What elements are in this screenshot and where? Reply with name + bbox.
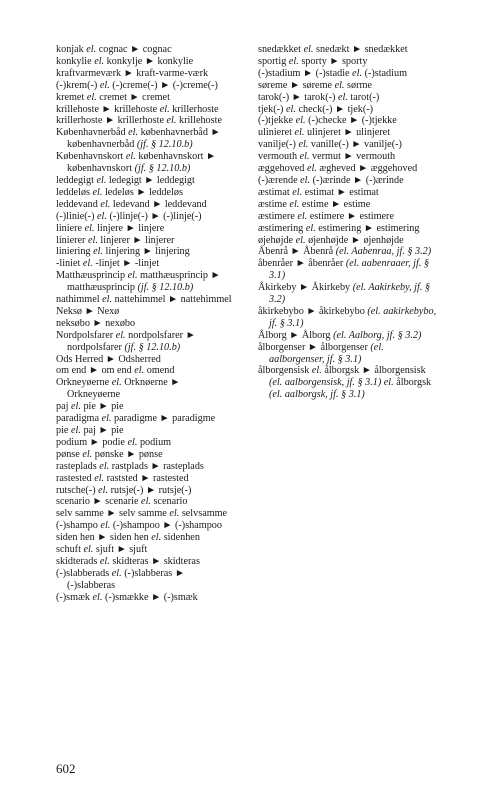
entry-text: om end ► om end [56, 365, 135, 377]
dictionary-entry [258, 80, 438, 92]
dictionary-entry [258, 258, 438, 282]
entry-italic-text: el. [94, 472, 105, 484]
dictionary-entry [258, 211, 438, 223]
entry-text: æstimering [258, 222, 306, 234]
dictionary-entry [56, 592, 234, 604]
entry-italic-text: el. [97, 210, 107, 222]
entry-text: åkirkebybo ► åkirkebybo [258, 305, 368, 317]
entry-text: pie [56, 425, 71, 436]
entry-text: kremet [56, 91, 87, 103]
dictionary-entry [56, 485, 234, 497]
dictionary-entry [258, 175, 438, 187]
entry-italic-text: el. [98, 484, 109, 496]
dictionary-entry [56, 556, 234, 568]
entry-italic-text: el. [127, 270, 138, 282]
entry-text: scenario [150, 496, 188, 508]
entry-italic-text: (jf. § 12.10.b) [136, 139, 193, 151]
dictionary-entry [56, 68, 234, 80]
entry-text: (-)stadium ► (-)stadie [258, 67, 353, 79]
entry-text: Åbenrå ► Åbenrå [258, 246, 336, 258]
dictionary-entry [56, 520, 234, 532]
dictionary-entry [56, 532, 234, 544]
entry-text: øjenhøjde ► øjenhøjde [305, 234, 404, 246]
entry-text: krillerhoste ► krillerhoste [56, 115, 167, 127]
entry-text: skidteras ► skidteras [109, 555, 200, 567]
entry-text: nathimmel [56, 294, 103, 306]
entry-text: linjering ► linjering [102, 246, 190, 258]
entry-text: neksøbo ► nexøbo [56, 317, 136, 329]
entry-italic-text: el. [298, 139, 309, 151]
entry-italic-text: (el. Aalborg, jf. § 3.2) [333, 329, 422, 341]
entry-italic-text: el. [295, 115, 306, 127]
entry-italic-text: el. [134, 365, 145, 377]
entry-text: tarot(-) [347, 91, 380, 103]
entry-text: konkylie [56, 55, 95, 67]
entry-text: ulinieret [258, 127, 295, 139]
entry-text: æstime [258, 198, 290, 210]
entry-text: pie ► pie [80, 401, 124, 413]
entry-text: (-)stadium [362, 67, 407, 79]
entry-text: æstimat [258, 186, 293, 198]
entry-text: pønske ► pønse [92, 448, 163, 460]
entry-text: paradigma [56, 413, 102, 425]
entry-italic-text: el. [82, 448, 93, 460]
dictionary-entry [258, 330, 438, 342]
entry-text: (-)slabberads [56, 567, 112, 579]
dictionary-entry [56, 235, 234, 247]
entry-italic-text: el. [92, 186, 103, 198]
entry-italic-text: el. [292, 186, 303, 198]
entry-italic-text: el. [86, 44, 97, 55]
entry-text: ålborgenser ► ålborgenser [258, 341, 371, 353]
entry-text: ålborgensisk [258, 365, 312, 377]
dictionary-entry [56, 92, 234, 104]
dictionary-entry [56, 306, 234, 318]
entry-text: (-)smæk [56, 591, 93, 603]
entry-text: (-)shampoo ► (-)shampoo [110, 520, 222, 532]
entry-text: estimere ► estimere [307, 210, 394, 222]
entry-italic-text: (el. aalborgenser, jf. § 3.1) [269, 341, 387, 365]
entry-text: Åkirkeby ► Åkirkeby [258, 282, 353, 294]
entry-italic-text: el. [127, 436, 138, 448]
entry-text: leddevand [56, 198, 101, 210]
entry-italic-text: el. [306, 163, 317, 175]
entry-italic-text: (jf. § 12.10.b) [137, 282, 194, 294]
entry-italic-text: el. [151, 532, 162, 544]
entry-text: Neksø ► Nexø [56, 305, 120, 317]
entry-text: nordpolsfarer ► nordpolsfarer [67, 329, 199, 353]
entry-italic-text: el. [87, 234, 98, 246]
entry-italic-text: el. [115, 329, 126, 341]
entry-text: (-)tjekke [258, 115, 296, 127]
entry-text: københavnerbåd ► københavnerbåd [67, 127, 224, 151]
dictionary-entry [56, 246, 234, 258]
entry-text: snedækket [258, 44, 304, 55]
entry-italic-text: el. [300, 174, 311, 186]
left-column [56, 44, 234, 604]
entry-text: -linjet ► -linjet [92, 258, 160, 270]
entry-text: vanilje(-) [258, 139, 299, 151]
dictionary-entry [56, 461, 234, 473]
entry-italic-text: el. [92, 591, 103, 603]
entry-text: (-)ærende [258, 174, 301, 186]
entry-text: Ålborg ► Ålborg [258, 329, 334, 341]
entry-text: omend [144, 365, 175, 377]
entry-text: sportig [258, 55, 289, 67]
dictionary-entry [56, 377, 234, 401]
dictionary-entry [258, 139, 438, 151]
entry-italic-text: el. [286, 103, 296, 115]
entry-italic-text: el. [141, 496, 151, 508]
entry-italic-text: el. [101, 413, 112, 425]
dictionary-entry [258, 223, 438, 235]
entry-italic-text: (el. aalborgsk, jf. § 3.1) [269, 389, 365, 401]
entry-text: linjerer ► linjerer [97, 234, 175, 246]
entry-text: rastplads ► rasteplads [109, 460, 204, 472]
entry-text: ulinjeret ► ulinjeret [304, 127, 391, 139]
dictionary-entry [56, 44, 234, 56]
dictionary-entry [56, 80, 234, 92]
entry-italic-text: el. [71, 425, 81, 436]
entry-text: scenario ► scenarie [56, 496, 142, 508]
dictionary-entry [56, 365, 234, 377]
entry-text: Københavnskort [56, 151, 126, 163]
dictionary-entry [56, 199, 234, 211]
entry-text: paj ► pie [80, 425, 124, 436]
entry-text: sidenhen [161, 532, 200, 544]
entry-italic-text: (el. aakirkebybo, jf. § 3.1) [269, 305, 439, 329]
dictionary-entry [258, 68, 438, 80]
entry-text: (-)krem(-) [56, 79, 100, 91]
entry-italic-text: el. [169, 508, 180, 520]
entry-text: nattehimmel ► nattehimmel [112, 294, 232, 306]
dictionary-entry [56, 508, 234, 520]
entry-text: siden hen ► siden hen [56, 532, 152, 544]
entry-italic-text: el. [93, 246, 103, 258]
dictionary-entry [56, 294, 234, 306]
entry-italic-text: el. [128, 127, 139, 139]
entry-text: cognac ► cognac [96, 44, 172, 55]
entry-italic-text: el. [166, 115, 177, 127]
dictionary-entry [56, 270, 234, 294]
dictionary-entry [258, 187, 438, 199]
entry-italic-text: el. [297, 210, 308, 222]
dictionary-entry [56, 211, 234, 223]
entry-italic-text: el. [96, 174, 107, 186]
entry-text: estimat ► estimat [302, 186, 379, 198]
dictionary-entry [258, 342, 438, 366]
entry-italic-text: el. [311, 365, 322, 377]
entry-text: (-)creme(-) ► (-)creme(-) [109, 79, 218, 91]
dictionary-entry [56, 175, 234, 187]
entry-text: vanille(-) ► vanilje(-) [308, 139, 402, 151]
entry-italic-text: (jf. § 12.10.b) [124, 341, 181, 353]
dictionary-entry [56, 425, 234, 437]
entry-text: Københavnerbåd [56, 127, 129, 139]
entry-text: rastested [56, 472, 95, 484]
dictionary-entry [258, 92, 438, 104]
dictionary-entry [56, 401, 234, 413]
entry-italic-text: el. [125, 151, 136, 163]
dictionary-entry [258, 246, 438, 258]
dictionary-entry [56, 127, 234, 151]
entry-text: konjak [56, 44, 87, 55]
dictionary-entry [56, 187, 234, 199]
entry-text: tarok(-) ► tarok(-) [258, 91, 338, 103]
entry-text: cremet ► cremet [96, 91, 170, 103]
entry-text: Nordpolsfarer [56, 329, 116, 341]
dictionary-entry [56, 437, 234, 449]
entry-text: tjek(-) [258, 103, 287, 115]
entry-text: -liniet [56, 258, 83, 270]
entry-text: Matthæusprincip [56, 270, 128, 282]
entry-text: ægheved ► æggehoved [316, 163, 418, 175]
entry-text: åbenråer ► åbenråer [258, 258, 346, 270]
entry-italic-text: el. [100, 520, 111, 532]
entry-text: ledegigt ► leddegigt [106, 174, 195, 186]
right-column [258, 44, 438, 401]
entry-text: raststed ► rastested [104, 472, 189, 484]
dictionary-entry [258, 56, 438, 68]
entry-text: vermut ► vermouth [309, 151, 396, 163]
entry-text: københavnskort ► københavnskort [67, 151, 219, 175]
entry-text: selvsamme [179, 508, 228, 520]
entry-text: sørme [344, 79, 372, 91]
entry-text: rutsche(-) [56, 484, 99, 496]
entry-text: (-)slabberas ► (-)slabberas [67, 567, 188, 591]
entry-italic-text: el. [84, 222, 95, 234]
entry-text: ålborgsk [393, 377, 434, 389]
entry-text: paradigme ► paradigme [111, 413, 216, 425]
entry-italic-text: (el. aabenraaer, jf. § 3.1) [269, 258, 432, 282]
entry-italic-text: el. [288, 55, 299, 67]
entry-italic-text: el. [294, 127, 305, 139]
dictionary-entry [56, 568, 234, 592]
dictionary-entry [56, 115, 234, 127]
entry-text: pønse [56, 448, 83, 460]
entry-italic-text: el. [99, 460, 110, 472]
entry-italic-text: el. [295, 234, 306, 246]
entry-text: rasteplads [56, 460, 100, 472]
entry-italic-text: el. [299, 151, 310, 163]
entry-text: kraftvarmeværk ► kraft-varme-værk [56, 67, 209, 79]
entry-text: Orkneyøerne [56, 377, 112, 389]
entry-text: (-)linie(-) [56, 210, 98, 222]
entry-text: (-)ærinde ► (-)ærinde [310, 174, 404, 186]
dictionary-entry [258, 365, 438, 401]
entry-italic-text: el. [83, 544, 94, 556]
entry-text: sjuft ► sjuft [93, 544, 148, 556]
entry-text: Orknøerne ► Orkneyøerne [67, 377, 183, 401]
dictionary-entry [56, 496, 234, 508]
dictionary-entry [56, 354, 234, 366]
dictionary-entry [258, 199, 438, 211]
entry-italic-text: el. [86, 91, 97, 103]
entry-text: krillerhoste [169, 103, 219, 115]
entry-italic-text: el. [334, 79, 345, 91]
dictionary-entry [56, 473, 234, 485]
entry-text: (-)linje(-) ► (-)linje(-) [106, 210, 202, 222]
entry-text: linjere ► linjere [94, 222, 165, 234]
entry-text: (-)checke ► (-)tjekke [305, 115, 397, 127]
entry-text: Ods Herred ► Odsherred [56, 353, 161, 365]
entry-text: liniere [56, 222, 85, 234]
dictionary-entry [258, 104, 438, 116]
entry-italic-text: (el. aalborgensisk, jf. § 3.1) el. [269, 377, 394, 389]
entry-text: rutsje(-) ► rutsje(-) [108, 484, 192, 496]
entry-text: paj [56, 401, 71, 413]
entry-text: sporty ► sporty [298, 55, 368, 67]
entry-text: leddeløs [56, 186, 93, 198]
entry-text: æggehoved [258, 163, 307, 175]
dictionary-entry [258, 163, 438, 175]
dictionary-entry [56, 330, 234, 354]
entry-text: krillehoste ► krillehoste [56, 103, 160, 115]
dictionary-entry [258, 235, 438, 247]
entry-text: konkylje ► konkylie [104, 55, 194, 67]
entry-italic-text: el. [289, 198, 300, 210]
entry-text: ålborgsk ► ålborgensisk [321, 365, 429, 377]
entry-text: søreme ► søreme [258, 79, 335, 91]
entry-text: schuft [56, 544, 84, 556]
entry-italic-text: el. [94, 55, 105, 67]
page-number: 602 [56, 761, 76, 776]
entry-text: liniering [56, 246, 94, 258]
dictionary-entry [56, 56, 234, 68]
dictionary-entry [56, 413, 234, 425]
entry-text: (-)shampo [56, 520, 101, 532]
entry-text: selv samme ► selv samme [56, 508, 170, 520]
dictionary-entry [258, 306, 438, 330]
entry-italic-text: el. [305, 222, 316, 234]
entry-italic-text: el. [100, 198, 111, 210]
entry-text: estimering ► estimering [315, 222, 420, 234]
entry-text: podium ► podie [56, 436, 128, 448]
entry-italic-text: el. [82, 258, 93, 270]
entry-text: vermouth [258, 151, 300, 163]
entry-text: snedækt ► snedækket [313, 44, 408, 55]
dictionary-entry [56, 258, 234, 270]
dictionary-entry [56, 544, 234, 556]
entry-text: linierer [56, 234, 88, 246]
entry-italic-text: el. [111, 377, 122, 389]
entry-italic-text: el. [71, 401, 81, 413]
dictionary-entry [56, 318, 234, 330]
dictionary-entry [258, 127, 438, 139]
entry-text: skidterads [56, 555, 100, 567]
entry-italic-text: (el. Aabenraa, jf. § 3.2) [335, 246, 432, 258]
entry-italic-text: el. [337, 91, 348, 103]
dictionary-entry [56, 104, 234, 116]
entry-text: krillehoste [176, 115, 222, 127]
entry-text: ledevand ► leddevand [110, 198, 207, 210]
entry-text: podium [137, 436, 172, 448]
entry-italic-text: el. [352, 67, 363, 79]
entry-italic-text: el. [99, 555, 110, 567]
entry-italic-text: (jf. § 12.10.b) [134, 163, 191, 175]
entry-italic-text: el. [159, 103, 170, 115]
entry-text: check(-) ► tjek(-) [295, 103, 374, 115]
dictionary-entry [56, 151, 234, 175]
entry-italic-text: el. [303, 44, 314, 55]
entry-italic-text: (el. Aakirkeby, jf. § 3.2) [269, 282, 433, 306]
dictionary-entry [56, 449, 234, 461]
entry-text: matthæusprincip ► matthæusprincip [67, 270, 224, 294]
entry-italic-text: el. [102, 294, 113, 306]
dictionary-entry [258, 115, 438, 127]
entry-italic-text: el. [111, 567, 122, 579]
dictionary-entry [258, 282, 438, 306]
dictionary-entry [258, 151, 438, 163]
entry-text: estime ► estime [299, 198, 371, 210]
entry-text: æstimere [258, 210, 298, 222]
entry-italic-text: el. [99, 79, 110, 91]
entry-text: øjehøjde [258, 234, 296, 246]
entry-text: (-)smække ► (-)smæk [102, 591, 198, 603]
entry-text: leddegigt [56, 174, 97, 186]
entry-text: ledeløs ► leddeløs [102, 186, 183, 198]
dictionary-entry [56, 223, 234, 235]
dictionary-entry [258, 44, 438, 56]
